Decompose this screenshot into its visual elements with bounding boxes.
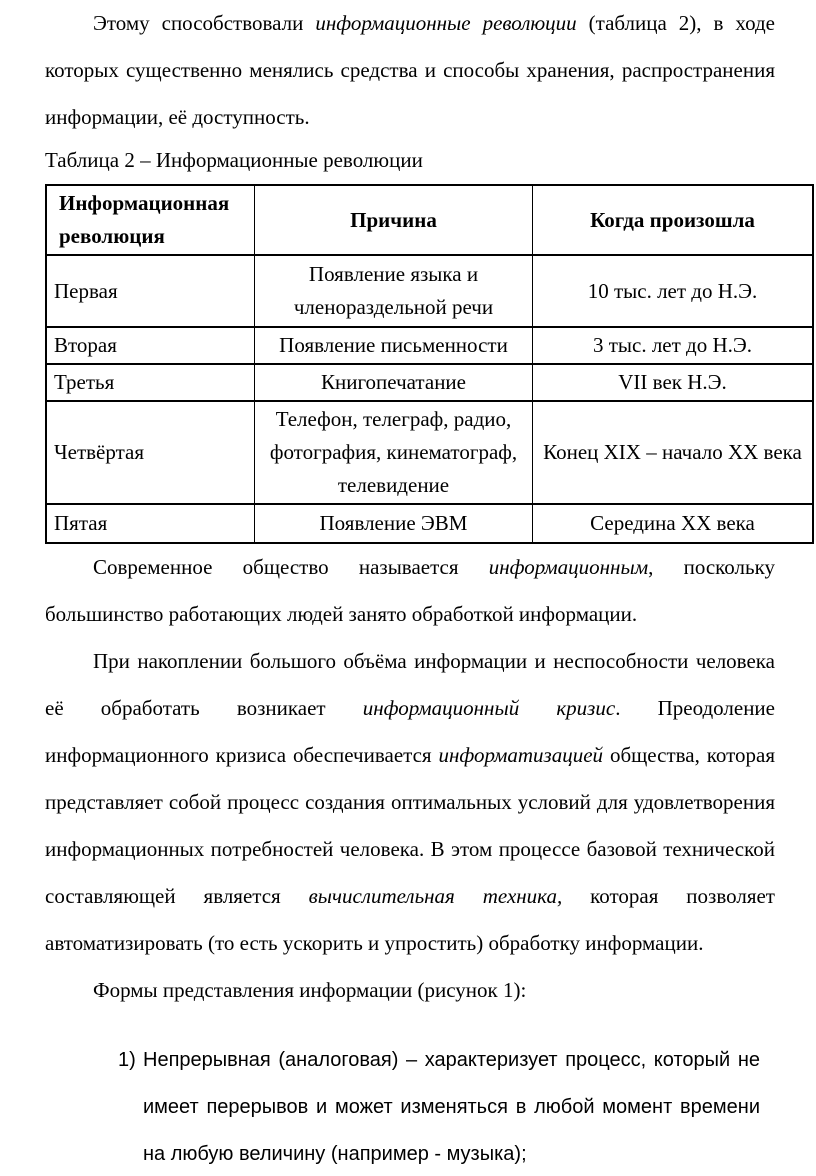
- cell-revolution: Четвёртая: [46, 401, 255, 504]
- header-cell-when: Когда произошла: [533, 185, 814, 255]
- table-header-row: [46, 185, 813, 255]
- cell-when: Конец XIX – начало XX века: [533, 401, 814, 504]
- header-cell-cause: Причина: [255, 185, 533, 255]
- cell-when: Середина XX века: [533, 504, 814, 543]
- list-item-text: Непрерывная (аналоговая) – характеризует процесс, который не имеет перерывов и может изменяться в любой момент времени на любую величину (например - музыка);: [143, 1049, 760, 1165]
- paragraph-information-crisis: При накоплении большого объёма информации и неспособности человека её обработать возникает информационный кризис. Преодоление информационного кризиса обеспечивается информатизацией общества, которая представляет собой процесс создания оптимальных условий для удовлетворения информационных потребностей человека. В этом процессе базовой технической составляющей является вычислительная техника, которая позволяет автоматизировать (то есть ускорить и упростить) обработку информации.: [45, 649, 775, 955]
- list-item-continuous: [118, 1037, 760, 1176]
- cell-cause: Появление письменности: [255, 327, 533, 364]
- list-item-number: 1): [118, 1049, 136, 1071]
- information-revolutions-table: [45, 184, 814, 544]
- table-row: [46, 504, 813, 543]
- cell-cause: Книгопечатание: [255, 364, 533, 401]
- cell-revolution: Вторая: [46, 327, 255, 364]
- header-cell-revolution: Информационная революция: [46, 185, 255, 255]
- cell-when: VII век Н.Э.: [533, 364, 814, 401]
- cell-revolution: Третья: [46, 364, 255, 401]
- cell-cause: Появление языка и членораздельной речи: [255, 255, 533, 327]
- cell-cause: Телефон, телеграф, радио, фотография, кинематограф, телевидение: [255, 401, 533, 504]
- cell-revolution: Первая: [46, 255, 255, 327]
- table-row: [46, 327, 813, 364]
- table-row: [46, 255, 813, 327]
- table-caption: Таблица 2 – Информационные революции: [45, 148, 423, 172]
- cell-revolution: Пятая: [46, 504, 255, 543]
- table-row: [46, 364, 813, 401]
- cell-when: 10 тыс. лет до Н.Э.: [533, 255, 814, 327]
- table-row: [46, 401, 813, 504]
- paragraph-intro: Этому способствовали информационные революции (таблица 2), в ходе которых существенно менялись средства и способы хранения, распространения информации, её доступность.: [45, 11, 775, 129]
- cell-when: 3 тыс. лет до Н.Э.: [533, 327, 814, 364]
- cell-cause: Появление ЭВМ: [255, 504, 533, 543]
- paragraph-information-society: Современное общество называется информационным, поскольку большинство работающих людей занято обработкой информации.: [45, 555, 775, 626]
- paragraph-forms-of-information: Формы представления информации (рисунок 1):: [93, 978, 527, 1002]
